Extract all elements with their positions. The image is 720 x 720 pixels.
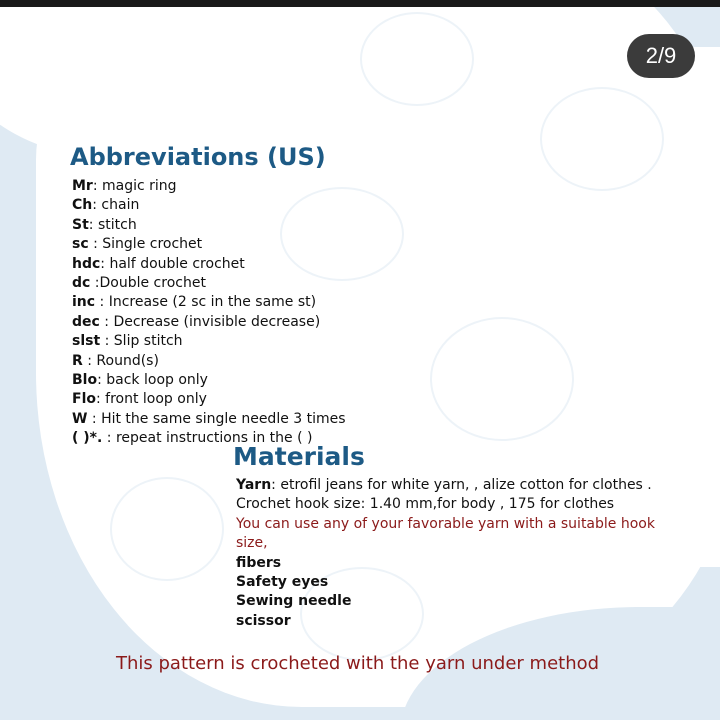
abbreviation-item [72,274,346,293]
abbreviation-description: repeat instructions in the ( ) [115,430,313,447]
abbreviation-description: Decrease (invisible decrease) [113,313,321,330]
abbreviation-separator: : [100,333,114,350]
abbreviation-separator: : [90,274,100,291]
abbreviation-item [72,332,346,351]
yarn-note-line: size, [236,535,268,552]
material-item: Safety eyes [236,573,329,590]
abbreviations-heading: Abbreviations (US) [70,143,326,171]
abbreviation-item [72,196,346,215]
abbreviation-description: front loop only [105,391,207,408]
yarn-label: Yarn [236,477,272,493]
abbreviation-description: magic ring [102,178,177,194]
abbreviation-description: Round(s) [96,352,159,369]
top-status-bar [0,0,720,7]
abbreviation-term: ( )*. [72,430,103,447]
abbreviation-item [72,390,346,409]
abbreviation-term: Ch [72,197,93,214]
abbreviation-separator: : [99,313,114,330]
page-counter-badge: 2/9 [627,34,695,78]
material-item: scissor [236,612,291,629]
abbreviation-description: Double crochet [99,274,206,291]
abbreviations-list [72,177,346,448]
abbreviation-item [72,216,346,235]
abbreviation-term: inc [72,294,96,311]
abbreviation-term: dec [72,313,100,330]
yarn-note-line: You can use any of your favorable yarn with a suitable hook [236,515,655,532]
abbreviation-item [72,313,346,332]
abbreviation-item [72,177,346,196]
abbreviation-term: W [72,410,88,427]
abbreviation-description: half double crochet [109,255,245,272]
abbreviation-item [72,410,346,429]
abbreviation-separator: : [92,197,102,214]
yarn-method-note: This pattern is crocheted with the yarn under method [116,653,600,674]
abbreviation-term: slst [72,333,101,350]
abbreviation-term: hdc [72,255,101,272]
abbreviation-separator: : [100,255,110,272]
bunny-pattern-decoration [430,317,574,441]
bunny-pattern-decoration [360,12,474,106]
material-item: Sewing needle [236,593,352,610]
yarn-text: : etrofil jeans for white yarn, , alize cotton for clothes . [271,477,652,493]
hook-size-line: Crochet hook size: 1.40 mm,for body , 175 for clothes [236,496,615,513]
abbreviation-separator: : [88,236,103,253]
abbreviation-term: St [72,216,89,233]
abbreviation-term: dc [72,274,91,291]
materials-heading: Materials [233,442,365,471]
abbreviation-term: R [72,352,83,369]
background-shape [0,547,80,720]
abbreviation-separator: : [95,294,109,311]
yarn-line [236,476,666,495]
abbreviation-separator: : [97,371,107,388]
abbreviation-description: Single crochet [102,236,203,253]
abbreviation-separator: : [92,178,103,194]
abbreviation-separator: : [87,410,102,427]
abbreviation-separator: : [95,391,106,408]
abbreviation-separator: : [102,430,116,447]
abbreviation-description: chain [101,197,140,214]
abbreviation-term: Flo [72,391,96,408]
abbreviation-description: Increase (2 sc in the same st) [108,294,317,311]
abbreviation-item [72,293,346,312]
bunny-pattern-decoration [540,87,664,191]
abbreviation-item [72,235,346,254]
material-item: fibers [236,554,282,571]
abbreviation-description: stitch [97,216,137,233]
abbreviation-separator: : [88,216,98,233]
abbreviation-item [72,371,346,390]
abbreviation-description: Slip stitch [113,333,183,350]
abbreviation-term: sc [72,236,89,253]
abbreviation-description: back loop only [106,371,208,388]
abbreviation-separator: : [82,352,97,369]
abbreviation-item [72,352,346,371]
materials-section [236,476,666,631]
bunny-pattern-decoration [110,477,224,581]
abbreviation-term: Mr [72,178,93,194]
abbreviation-term: Blo [72,371,98,388]
abbreviation-item [72,255,346,274]
abbreviation-description: Hit the same single needle 3 times [101,410,346,427]
